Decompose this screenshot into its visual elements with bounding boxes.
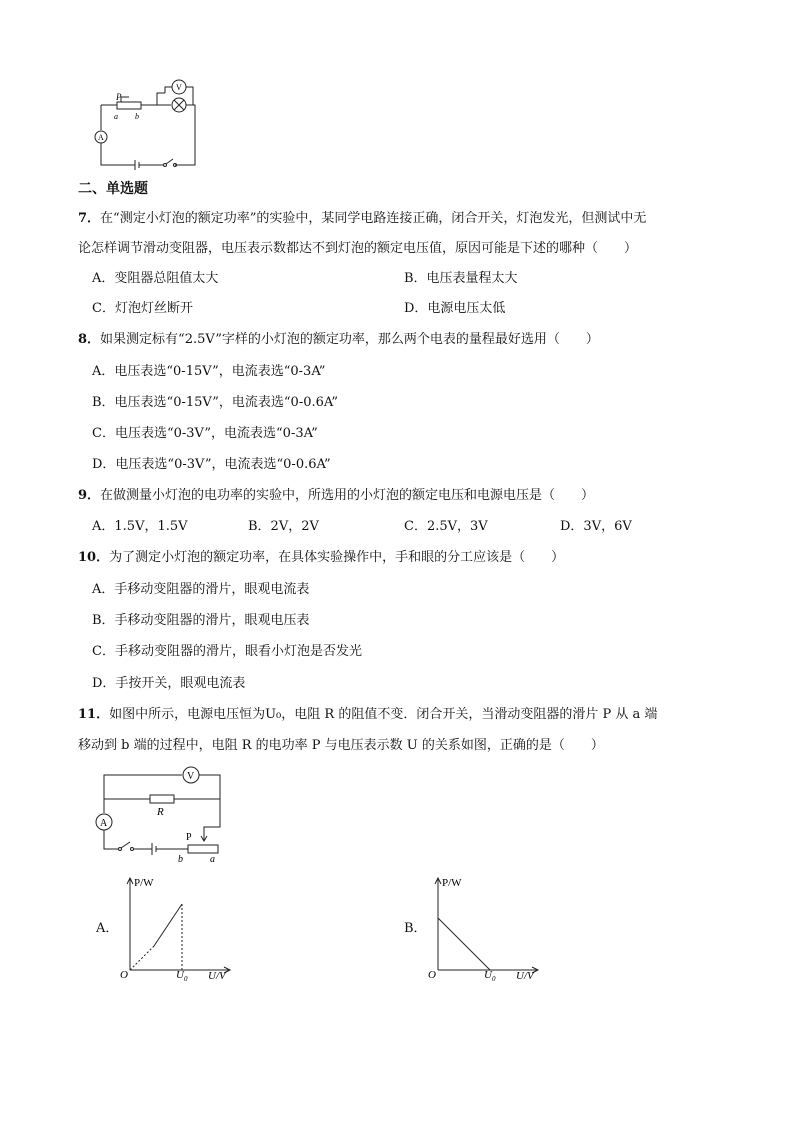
rheostat	[117, 102, 141, 109]
resistor-label: R	[157, 806, 164, 818]
end-a-label: a	[210, 854, 215, 865]
origin-label: O	[120, 969, 128, 981]
option-b[interactable]: B．2V，2V	[248, 519, 319, 534]
u0-label: $U_0$	[176, 969, 188, 983]
slider-label: P	[116, 92, 122, 102]
u0-label: $U_0$	[484, 969, 496, 983]
option-a[interactable]: A．变阻器总阻值太大	[92, 271, 219, 286]
rheostat	[188, 845, 218, 853]
option-c[interactable]: C．灯泡灯丝断开	[92, 301, 193, 316]
voltmeter-label: V	[187, 771, 195, 782]
option-a[interactable]: A．手移动变阻器的滑片，眼观电流表	[92, 582, 310, 597]
y-axis-label: P/W	[442, 877, 462, 889]
voltmeter-label: V	[176, 83, 182, 92]
y-axis-label: P/W	[134, 877, 154, 889]
question-stem: 9．在做测量小灯泡的电功率的实验中，所选用的小灯泡的额定电压和电源电压是（ ）	[78, 488, 595, 503]
option-c[interactable]: C．手移动变阻器的滑片，眼看小灯泡是否发光	[92, 644, 362, 659]
circuit-diagram-top	[85, 75, 205, 170]
graph-option-b[interactable]	[420, 870, 550, 985]
section-title: 二、单选题	[78, 181, 148, 197]
question-stem: 论怎样调节滑动变阻器，电压表示数都达不到灯泡的额定电压值，原因可能是下述的哪种（ ）	[78, 241, 638, 256]
end-b-label: b	[178, 854, 183, 865]
option-b[interactable]: B．	[404, 921, 427, 936]
option-b[interactable]: B．手移动变阻器的滑片，眼观电压表	[92, 613, 310, 628]
circuit-diagram-q11	[92, 765, 232, 865]
x-axis-label: U/V	[516, 970, 534, 982]
graph-option-a[interactable]	[112, 870, 242, 985]
option-b[interactable]: B．电压表选“0-15V”，电流表选“0-0.6A”	[92, 395, 339, 410]
end-b-label: b	[135, 112, 139, 121]
option-c[interactable]: C．2.5V，3V	[404, 519, 488, 534]
option-a[interactable]: A．电压表选“0-15V”，电流表选“0-3A”	[92, 364, 326, 379]
option-d[interactable]: D．电压表选“0-3V”，电流表选“0-0.6A”	[92, 457, 331, 472]
option-d[interactable]: D．3V，6V	[560, 519, 632, 534]
ammeter-label: A	[98, 133, 104, 142]
question-stem: 8．如果测定标有“2.5V”字样的小灯泡的额定功率，那么两个电表的量程最好选用（ ）	[78, 332, 599, 347]
origin-label: O	[428, 969, 436, 981]
option-b[interactable]: B．电压表量程太大	[404, 271, 518, 286]
option-a[interactable]: A．	[96, 921, 119, 936]
option-c[interactable]: C．电压表选“0-3V”，电流表选“0-3A”	[92, 426, 318, 441]
question-stem: 10．为了测定小灯泡的额定功率，在具体实验操作中，手和眼的分工应该是（ ）	[78, 550, 565, 565]
option-a[interactable]: A．1.5V，1.5V	[92, 519, 188, 534]
option-d[interactable]: D．电源电压太低	[404, 301, 506, 316]
question-stem: 7．在“测定小灯泡的额定功率”的实验中，某同学电路连接正确，闭合开关，灯泡发光，但测试中无	[78, 211, 647, 226]
slider-label: P	[186, 832, 192, 843]
resistor	[150, 795, 174, 803]
question-stem: 移动到 b 端的过程中，电阻 R 的电功率 P 与电压表示数 U 的关系如图，正确的是（ ）	[78, 738, 604, 753]
ammeter-label: A	[100, 818, 108, 829]
option-d[interactable]: D．手按开关，眼观电流表	[92, 676, 246, 691]
end-a-label: a	[114, 112, 118, 121]
x-axis-label: U/V	[208, 970, 226, 982]
question-stem: 11．如图中所示，电源电压恒为U₀，电阻 R 的阻值不变．闭合开关，当滑动变阻器的滑片 P 从 a 端	[78, 707, 658, 722]
